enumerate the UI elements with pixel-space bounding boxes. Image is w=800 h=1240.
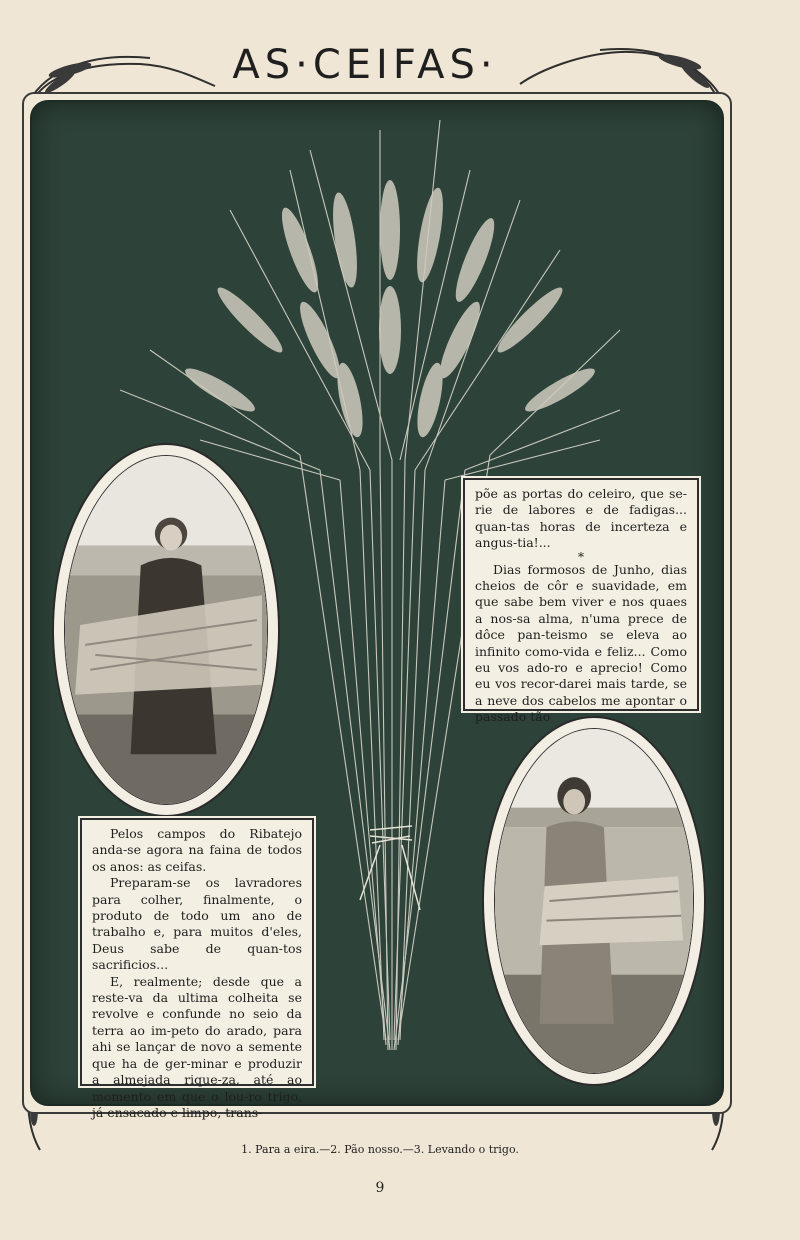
photo-oval-para-a-eira bbox=[52, 443, 280, 817]
photo-caption: 1. Para a eira.—2. Pão nosso.—3. Levando o trigo. bbox=[241, 1143, 519, 1156]
article-paragraph: Dias formosos de Junho, dias cheios de côr e suavidade, em que sabe bem viver e nos quaes a nos-sa alma, n'uma prece de dôce pan-teismo se eleva ao infinito como-vida e feliz... Como eu vos ado-ro e aprecio! Como eu vos recor-darei mais tarde, se a neve dos cabelos me apontar o passado tão bbox=[475, 561, 687, 725]
photo-oval-levando-o-trigo bbox=[482, 716, 706, 1086]
photo-para-a-eira bbox=[64, 455, 268, 805]
article-paragraph: põe as portas do celeiro, que se-rie de labores e de fadigas... quan-tas horas de incerteza e angus-tia!... bbox=[475, 486, 687, 551]
article-paragraph: Preparam-se os lavradores para colher, finalmente, o produto de todo um ano de trabalho e, para muitos d'eles, Deus sabe de quan-tos sacrificios... bbox=[92, 875, 302, 973]
article-paragraph: E, realmente; desde que a reste-va da ultima colheita se revolve e confunde no seio da terra ao im-peto do arado, para ahi se lançar de novo a semente que ha de ger-minar e produzir a almejada rique-za, até ao momento em que o lou-ro trigo, já ensacado e limpo, trans- bbox=[92, 973, 302, 1120]
page-title: AS·CEIFAS· bbox=[232, 42, 498, 88]
section-separator-star: * bbox=[577, 548, 585, 564]
article-text-box-right bbox=[463, 478, 699, 725]
article-text-box-left bbox=[80, 818, 314, 1120]
photo-levando-o-trigo bbox=[494, 728, 694, 1074]
article-paragraph: Pelos campos do Ribatejo anda-se agora na faina de todos os anos: as ceifas. bbox=[92, 826, 302, 874]
page-number: 9 bbox=[375, 1180, 385, 1196]
